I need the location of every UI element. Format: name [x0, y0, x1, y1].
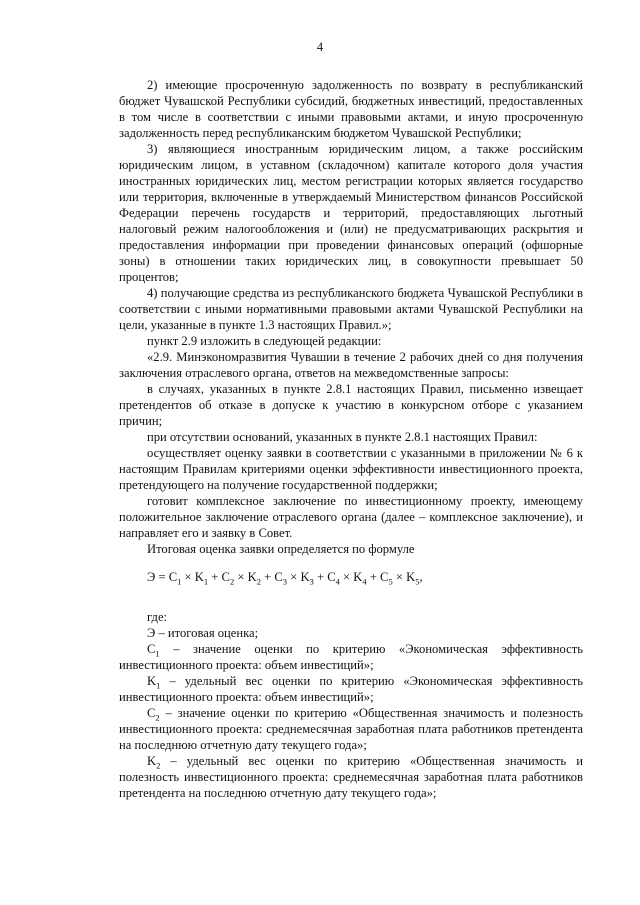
formula-k-term: $K_5$ [406, 570, 420, 587]
page-number: 4 [316, 40, 324, 54]
paragraph: 3) являющиеся иностранным юридическим лицом, а также российским юридическим лицом, в уставном (складочном) капитале которого доля участия иностранных юридических лиц, местом регистрации которых является государство или территория, включенные в утверждаемый Министерством финансов Российской Федерации перечень государств и территорий, предоставляющих льготный налоговый режим налогообложения и (или) не предусматривающих раскрытия и предоставления информации при проведении финансовых операций (офшорные зоны) в отношении таких юридических лиц, в совокупности превышает 50 процентов; [119, 142, 583, 284]
definition-symbol: K [147, 674, 157, 688]
formula-c-term: $C_3$ [274, 570, 288, 587]
definition-symbol: C [147, 642, 156, 656]
definition-item [119, 625, 583, 641]
paragraph: пункт 2.9 изложить в следующей редакции: [147, 334, 382, 348]
formula-k-term-index: 5 [415, 576, 420, 587]
definition-item [119, 705, 583, 753]
formula-times: × [339, 570, 354, 584]
formula-times: × [234, 570, 248, 584]
formula-k-term-index: 2 [256, 576, 261, 587]
definition-symbol: K [147, 754, 157, 768]
formula-c-term: $C_5$ [380, 570, 393, 587]
paragraph: при отсутствии оснований, указанных в пункте 2.8.1 настоящих Правил: [147, 430, 538, 444]
formula-k-term-index: 3 [309, 576, 314, 587]
formula-c-term-index: 3 [282, 576, 288, 587]
formula-c-term: $C_4$ [327, 570, 340, 587]
definition-text: – удельный вес оценки по критерию «Общественная значимость и полезность инвестиционного проекта: среднемесячная заработная плата работников претендента на последнюю отчетную дату текущего года»; [119, 754, 583, 800]
formula-lhs: Э = [147, 570, 169, 584]
formula-k-term: $K_4$ [353, 570, 367, 587]
definitions-list [119, 625, 583, 801]
definition-text: – значение оценки по критерию «Общественная значимость и полезность инвестиционного проекта: среднемесячная заработная плата работников претендента на последнюю отчетную дату текущего года»; [119, 706, 583, 752]
formula-k-term: $K_3$ [300, 570, 314, 587]
definition-symbol: C [147, 706, 156, 720]
definition-text: – итоговая оценка; [155, 626, 259, 640]
definition-symbol-index: 1 [156, 680, 161, 691]
formula-c-term-index: 2 [229, 576, 235, 587]
formula-plus: + [366, 570, 381, 584]
formula-end: , [419, 570, 423, 584]
formula-c-term-index: 4 [335, 576, 340, 587]
paragraph: «2.9. Минэкономразвития Чувашии в течение 2 рабочих дней со дня получения заключения отраслевого органа, ответов на межведомственные запросы: [119, 350, 583, 380]
formula-k-term: $K_2$ [247, 570, 261, 587]
formula-plus: + [260, 570, 275, 584]
definition-item [119, 641, 583, 673]
definition-item [119, 753, 583, 801]
paragraph: 2) имеющие просроченную задолженность по возврату в республиканский бюджет Чувашской Республики субсидий, бюджетных инвестиций, предоставленных в том числе в соответствии с иными правовыми актами, и иную просроченную задолженность перед республиканским бюджетом Чувашской Республики; [119, 78, 583, 140]
definition-symbol: Э [147, 626, 156, 640]
formula-times: × [287, 570, 301, 584]
paragraph: Итоговая оценка заявки определяется по формуле [147, 542, 415, 556]
formula-times: × [392, 570, 407, 584]
formula-k-term: $K_1$ [194, 570, 209, 587]
formula-c-term-index: 1 [177, 576, 182, 587]
definition-symbol-index: 2 [156, 760, 161, 771]
formula-times: × [181, 570, 195, 584]
formula-plus: + [208, 570, 222, 584]
score-formula [119, 569, 583, 585]
formula-k-term-index: 1 [203, 576, 209, 587]
definition-symbol-index: 2 [155, 712, 160, 723]
definition-text: – удельный вес оценки по критерию «Экономическая эффективность инвестиционного проекта: объем инвестиций»; [119, 674, 583, 704]
paragraph: в случаях, указанных в пункте 2.8.1 настоящих Правил, письменно извещает претендентов об отказе в допуске к участию в конкурсном отборе с указанием причин; [119, 382, 583, 428]
formula-c-term: $C_2$ [221, 570, 235, 587]
definition-text: – значение оценки по критерию «Экономическая эффективность инвестиционного проекта: объем инвестиций»; [119, 642, 583, 672]
paragraph: осуществляет оценку заявки в соответствии с указанными в приложении № 6 к настоящим Правилам критериями оценки эффективности инвестиционного проекта, претендующего на получение государственной поддержки; [119, 446, 583, 492]
paragraph: готовит комплексное заключение по инвестиционному проекту, имеющему положительное заключение отраслевого органа (далее – комплексное заключение), и направляет его и заявку в Совет. [119, 494, 583, 540]
paragraph: 4) получающие средства из республиканского бюджета Чувашской Республики в соответствии с иными нормативными правовыми актами Чувашской Республики на цели, указанные в пункте 1.3 настоящих Правил.»; [119, 286, 583, 332]
formula-c-term: $C_1$ [168, 570, 182, 587]
document-body [119, 77, 583, 801]
definition-item [119, 673, 583, 705]
definition-symbol-index: 1 [155, 648, 160, 659]
formula-c-term-index: 5 [388, 576, 393, 587]
formula-plus: + [313, 570, 328, 584]
where-label: где: [147, 610, 168, 624]
formula-k-term-index: 4 [362, 576, 367, 587]
